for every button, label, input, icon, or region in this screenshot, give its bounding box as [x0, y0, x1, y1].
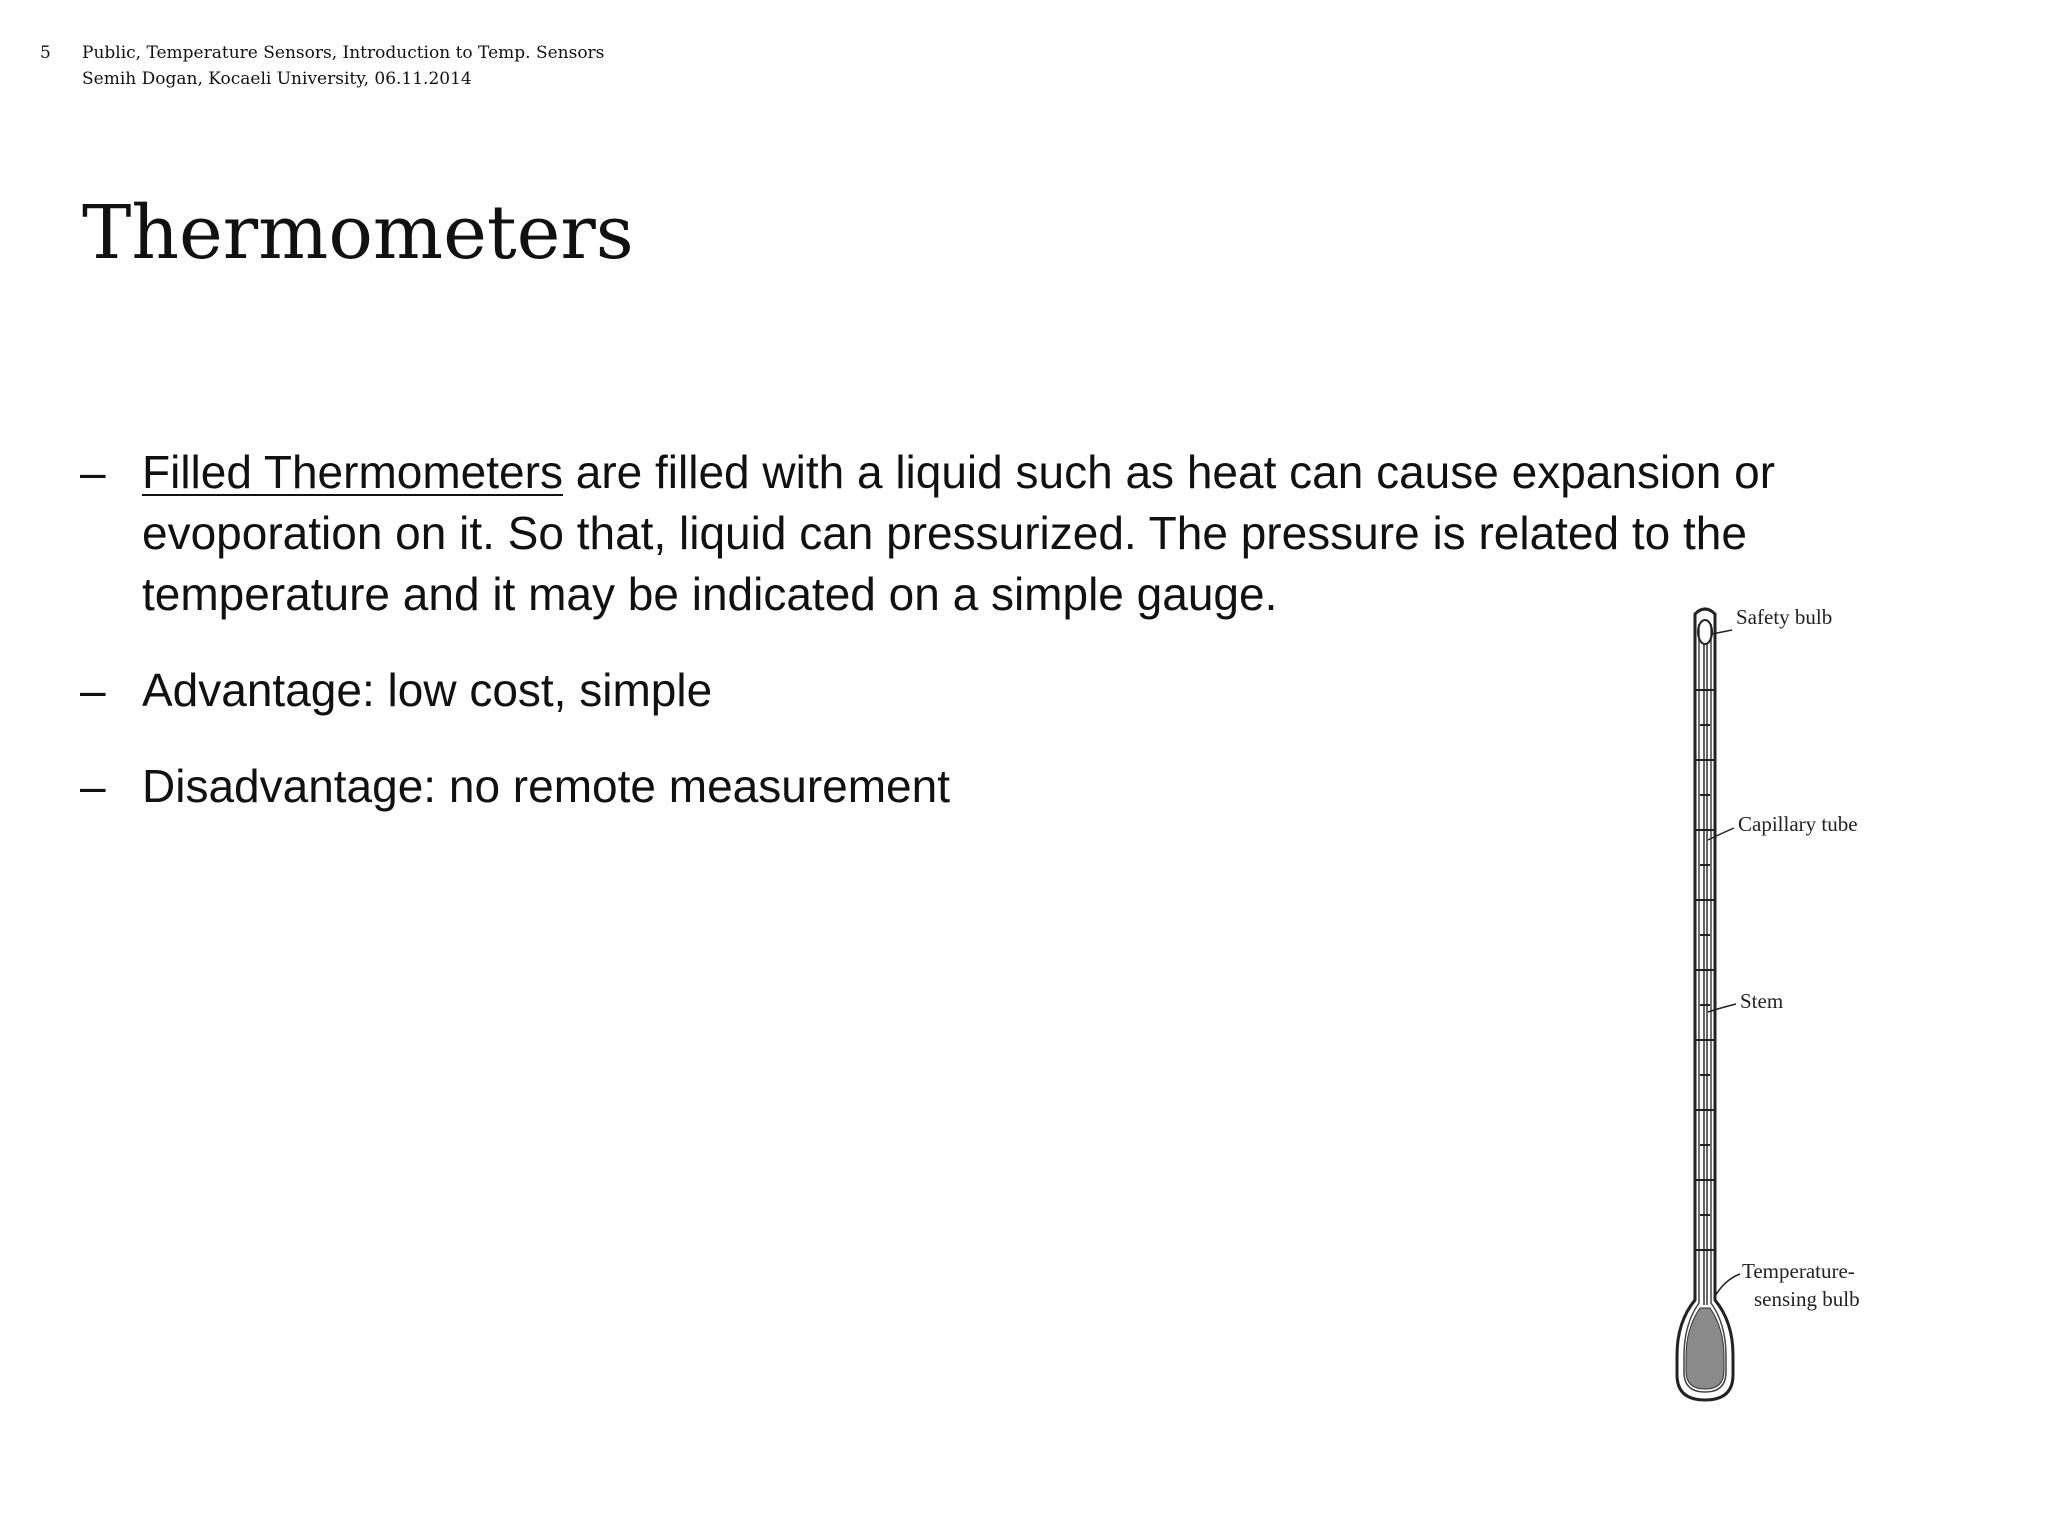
page-number: 5: [40, 43, 51, 63]
bullet-term: Filled Thermometers: [142, 446, 563, 498]
bullet-dash: –: [80, 664, 106, 716]
header-line-1: Public, Temperature Sensors, Introduction to Temp. Sensors: [82, 43, 605, 63]
bullet-list: [80, 442, 1920, 852]
bullet-dash: –: [80, 446, 106, 498]
header-text: [82, 40, 604, 92]
header-line-2: Semih Dogan, Kocaeli University, 06.11.2014: [82, 69, 472, 89]
label-sensing-bulb-2: sensing bulb: [1754, 1287, 1860, 1311]
label-sensing-bulb-1: Temperature-: [1742, 1259, 1855, 1283]
bullet-item-disadvantage: [80, 756, 1920, 817]
thermometer-figure: [1660, 600, 1940, 1410]
bullet-item-filled-thermometers: [80, 442, 1920, 625]
slide-header: [0, 40, 800, 100]
label-capillary-tube: Capillary tube: [1738, 812, 1858, 836]
label-safety-bulb: Safety bulb: [1736, 605, 1833, 629]
bullet-dash: –: [80, 760, 106, 812]
thermometer-illustration: [1660, 600, 1940, 1410]
bullet-text: are filled with a liquid such as heat can cause expansion or evoporation on it. So that, liquid can pressurized. The pressure is related to the temperature and it may be indicated on a simple gauge.: [142, 446, 1776, 620]
bullet-item-advantage: [80, 660, 1920, 721]
safety-bulb-shape: [1698, 620, 1712, 644]
label-stem: Stem: [1740, 989, 1784, 1013]
sensing-bulb-fill: [1686, 1308, 1724, 1389]
slide-title: Thermometers: [82, 190, 634, 276]
bullet-text: Disadvantage: no remote measurement: [142, 760, 950, 812]
bullet-text: Advantage: low cost, simple: [142, 664, 713, 716]
leader-lines: [1708, 630, 1740, 1298]
